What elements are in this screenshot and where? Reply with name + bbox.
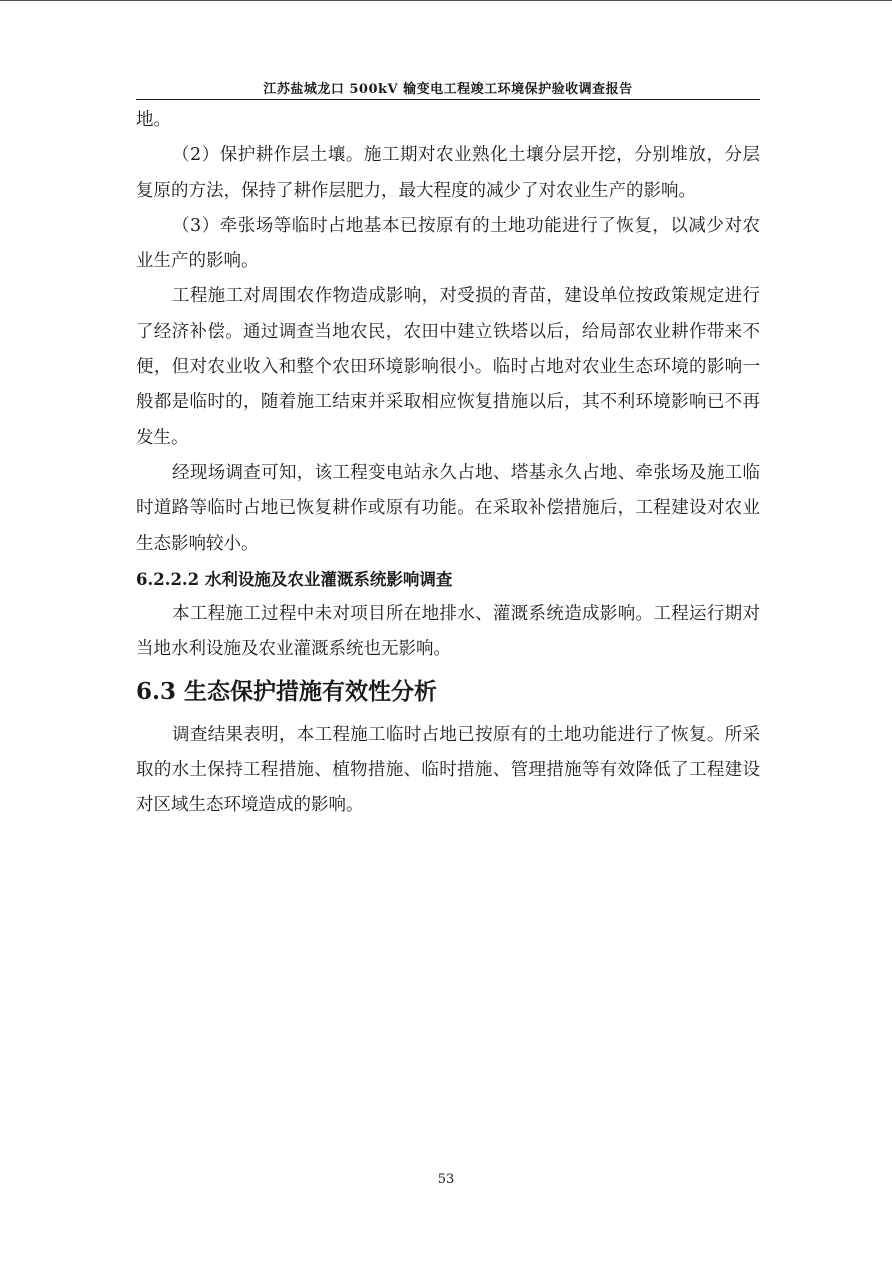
page-body — [136, 103, 760, 824]
paragraph-temporary-land-restoration: （3）牵张场等临时占地基本已按原有的土地功能进行了恢复，以减少对农业生产的影响。 — [136, 215, 760, 272]
paragraph-effectiveness: 调查结果表明，本工程施工临时占地已按原有的土地功能进行了恢复。所采取的水土保持工程措施、植物措施、临时措施、管理措施等有效降低了工程建设对区域生态环境造成的影响。 — [136, 724, 760, 816]
paragraph-crop-impact: 工程施工对周围农作物造成影响，对受损的青苗，建设单位按政策规定进行了经济补偿。通过调查当地农民，农田中建立铁塔以后，给局部农业耕作带来不便，但对农业收入和整个农田环境影响很小。临时占地对农业生态环境的影响一般都是临时的，随着施工结束并采取相应恢复措施以后，其不利环境影响已不再发生。 — [136, 286, 760, 448]
paragraph-topsoil-protection: （2）保护耕作层土壤。施工期对农业熟化土壤分层开挖，分别堆放，分层复原的方法，保持了耕作层肥力，最大程度的减少了对农业生产的影响。 — [136, 145, 760, 201]
paragraph-site-survey: 经现场调查可知，该工程变电站永久占地、塔基永久占地、牵张场及施工临时道路等临时占地已恢复耕作或原有功能。在采取补偿措施后，工程建设对农业生态影响较小。 — [136, 462, 760, 554]
header-divider — [136, 99, 760, 100]
paragraph-continuation: 地。 — [136, 110, 171, 130]
paragraph-irrigation-impact: 本工程施工过程中未对项目所在地排水、灌溉系统造成影响。工程运行期对当地水利设施及农业灌溉系统也无影响。 — [136, 604, 760, 660]
running-header-title: 江苏盐城龙口 500kV 输变电工程竣工环境保护验收调查报告 — [263, 82, 633, 97]
page-number: 53 — [437, 1172, 455, 1187]
page-top-border — [0, 0, 892, 1]
subsection-heading: 6.2.2.2 水利设施及农业灌溉系统影响调查 — [136, 569, 453, 589]
section-heading: 6.3 生态保护措施有效性分析 — [136, 677, 438, 705]
